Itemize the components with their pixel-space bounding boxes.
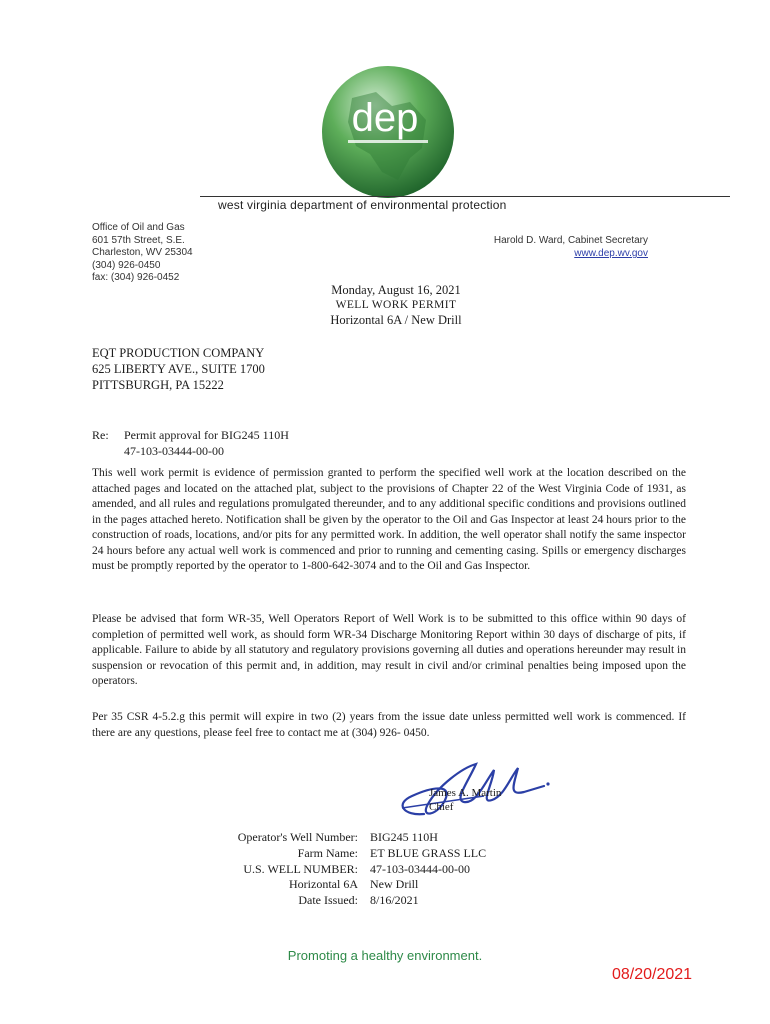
detail-value: 8/16/2021 [370,893,419,908]
detail-row [210,893,486,909]
signer-name: James A. Martin [429,787,502,799]
website-link[interactable]: www.dep.wv.gov [574,248,648,259]
detail-label: Date Issued: [298,893,358,908]
office-line: 601 57th Street, S.E. [92,234,185,246]
letter-date: Monday, August 16, 2021 [331,283,461,297]
signer-title: Chief [429,801,454,813]
footer-slogan: Promoting a healthy environment. [287,948,483,963]
body-paragraph-2: Please be advised that form WR-35, Well Operators Report of Well Work is to be submitted to this office within 90 days of completion of permitted well work, as should form WR-34 Discharge Monitoring Report within 30 days of discharge of pits, if applicable. Failure to abide by all statutory and regulatory provisions governing all duties and operations hereunder may result in suspension or revocation of this permit and, in addition, may result in civil and/or criminal penalties being imposed upon the operators. [92,613,686,687]
detail-row [210,830,486,846]
detail-row [210,846,486,862]
office-address [92,222,193,285]
dep-logo [318,62,458,202]
body-paragraph-1: This well work permit is evidence of permission granted to perform the specified well work at the location described on the attached pages and located on the attached plat, subject to the provisions of Chapter 22 of the West Virginia Code of 1931, as amended, and all rules and regulations promulgated thereunder, and to any additional specific conditions and provisions outlined in the pages attached hereto. Notification shall be given by the operator to the Oil and Gas Inspector at least 24 hours prior to the construction of roads, locations, and/or pits for any permitted work. In addition, the well operator shall notify the same inspector 24 hours before any actual well work is commenced and prior to running and cementing casing. Spills or emergency discharges must be promptly reported by the operator to 1-800-642-3074 and to the Oil and Gas Inspector. [92,467,686,572]
office-line: Charleston, WV 25304 [92,247,193,258]
office-line: (304) 926-0450 [92,259,161,271]
detail-label: Farm Name: [297,845,358,860]
detail-value: 47-103-03444-00-00 [370,861,470,876]
detail-row [210,862,486,878]
detail-value: BIG245 110H [370,830,438,844]
letter-title: WELL WORK PERMIT [335,299,457,311]
received-date-stamp: 08/20/2021 [612,966,693,983]
addressee-line: EQT PRODUCTION COMPANY [92,346,265,360]
logo-wordmark: dep [351,96,419,140]
department-name: west virginia department of environmental protection [218,198,507,212]
detail-value: ET BLUE GRASS LLC [370,845,487,860]
letter-title-block [296,283,496,328]
header-rule [200,196,730,197]
permit-details [210,830,486,909]
office-line: fax: (304) 926-0452 [92,272,180,283]
addressee-line: 625 LIBERTY AVE., SUITE 1700 [92,362,265,376]
detail-label: Operator's Well Number: [237,830,358,844]
re-label: Re: [92,428,109,442]
signer-block [429,786,501,814]
detail-label: U.S. WELL NUMBER: [243,861,358,876]
office-line: Office of Oil and Gas [92,222,185,233]
detail-value: New Drill [370,877,419,892]
detail-row [210,877,486,893]
letter-subtitle: Horizontal 6A / New Drill [330,313,462,327]
addressee-block [92,345,265,393]
secretary-name: Harold D. Ward, Cabinet Secretary [493,235,648,246]
detail-label: Horizontal 6A [289,877,358,892]
secretary-block [494,234,648,260]
re-block [92,427,289,459]
addressee-line: PITTSBURGH, PA 15222 [92,378,224,392]
re-well-number: 47-103-03444-00-00 [124,444,224,458]
body-paragraph-3: Per 35 CSR 4-5.2.g this permit will expire in two (2) years from the issue date unless permitted well work is commenced. If there are any questions, please feel free to contact me at (304) 926- 0450. [92,711,686,739]
re-permit: Permit approval for BIG245 110H [124,428,289,442]
